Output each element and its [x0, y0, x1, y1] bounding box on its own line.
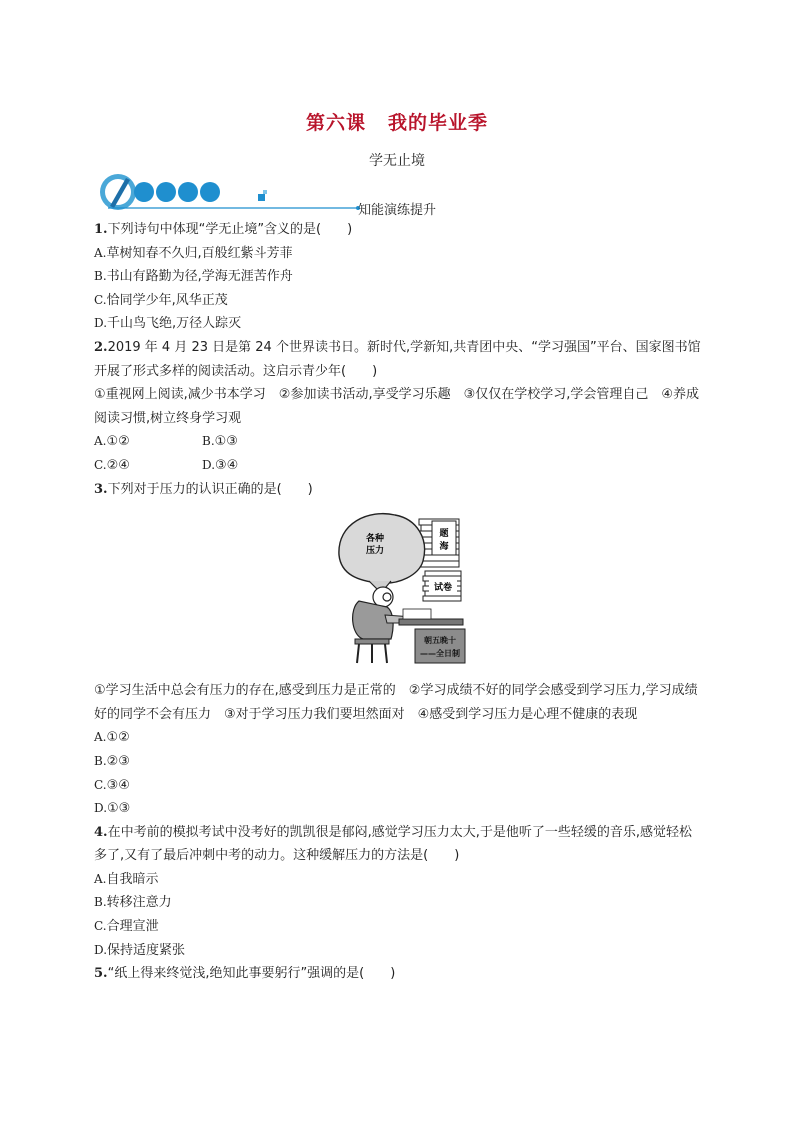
option-b[interactable]: B.书山有路勤为径,学海无涯苦作舟 [94, 269, 293, 285]
question-stem: 3.下列对于压力的认识正确的是( ) [94, 481, 313, 497]
question-statements: ①学习生活中总会有压力的存在,感受到压力是正常的 ②学习成绩不好的同学会感受到学习压力,学习成绩好的同学不会有压力 ③对于学习压力我们要坦然面对 ④感受到学习压力是心理不健康的表现 [94, 683, 698, 722]
option-row [94, 430, 704, 454]
desk [399, 619, 463, 625]
option-c[interactable]: C.②④ [94, 457, 130, 473]
papers-label: 试卷 [433, 583, 453, 594]
question-2 [94, 336, 704, 478]
cartoon-figure [94, 505, 704, 673]
banner-dot-2 [156, 182, 176, 202]
option-a[interactable]: A.草树知春不久归,百般红紫斗芳菲 [94, 245, 293, 261]
question-stem: 4.在中考前的模拟考试中没考好的凯凯很是郁闷,感觉学习压力太大,于是他听了一些轻缓的音乐,感觉轻松多了,又有了最后冲刺中考的动力。这种缓解压力的方法是( ) [94, 824, 692, 864]
option-d[interactable]: D.千山鸟飞绝,万径人踪灭 [94, 316, 242, 332]
question-stem: 2.2019 年 4 月 23 日是第 24 个世界读书日。新时代,学新知,共青团中央、“学习强国”平台、国家图书馆开展了形式多样的阅读活动。这启示青少年( ) [94, 339, 701, 379]
option-d[interactable]: D.①③ [94, 801, 131, 817]
books-label: 海 [439, 542, 449, 553]
option-c[interactable]: C.合理宣泄 [94, 919, 159, 935]
option-b[interactable]: B.①③ [202, 434, 238, 450]
section-subtitle: 学无止境 [369, 153, 425, 169]
banner-dot-1 [134, 182, 154, 202]
question-5 [94, 962, 704, 986]
stressed-student-cartoon [329, 505, 469, 665]
question-3 [94, 478, 704, 821]
option-d[interactable]: D.③④ [202, 457, 239, 473]
lesson-number: 第六课 [305, 112, 366, 134]
option-c[interactable]: C.③④ [94, 777, 130, 793]
question-list [94, 218, 704, 986]
option-d[interactable]: D.保持适度紧张 [94, 942, 186, 958]
option-b[interactable]: B.转移注意力 [94, 895, 172, 911]
books-label: 题 [439, 529, 449, 540]
question-stem: 1.下列诗句中体现“学无止境”含义的是( ) [94, 222, 353, 237]
question-4 [94, 821, 704, 963]
banner-dot-3 [178, 182, 198, 202]
option-a[interactable]: A.自我暗示 [94, 871, 159, 887]
question-statements: ①重视网上阅读,减少书本学习 ②参加读书活动,享受学习乐趣 ③仅仅在学校学习,学会管理自己 ④养成阅读习惯,树立终身学习观 [94, 387, 700, 426]
lesson-title [0, 108, 794, 135]
sign-label: ——全日制 [420, 649, 460, 659]
banner-dot-4 [200, 182, 220, 202]
option-b[interactable]: B.②③ [94, 753, 130, 769]
sign-label: 朝五晚十 [424, 636, 456, 646]
question-stem: 5.“纸上得来终觉浅,绝知此事要躬行”强调的是( ) [94, 966, 396, 982]
option-a[interactable]: A.①② [94, 434, 130, 450]
bag-label: 压力 [365, 546, 385, 557]
option-c[interactable]: C.恰同学少年,风华正茂 [94, 292, 228, 308]
option-row [94, 454, 704, 478]
banner-label: 知能演练提升 [358, 203, 437, 218]
question-1 [94, 218, 704, 336]
option-a[interactable]: A.①② [94, 730, 130, 746]
bag-label: 各种 [365, 534, 385, 545]
lesson-name: 我的毕业季 [388, 112, 489, 134]
